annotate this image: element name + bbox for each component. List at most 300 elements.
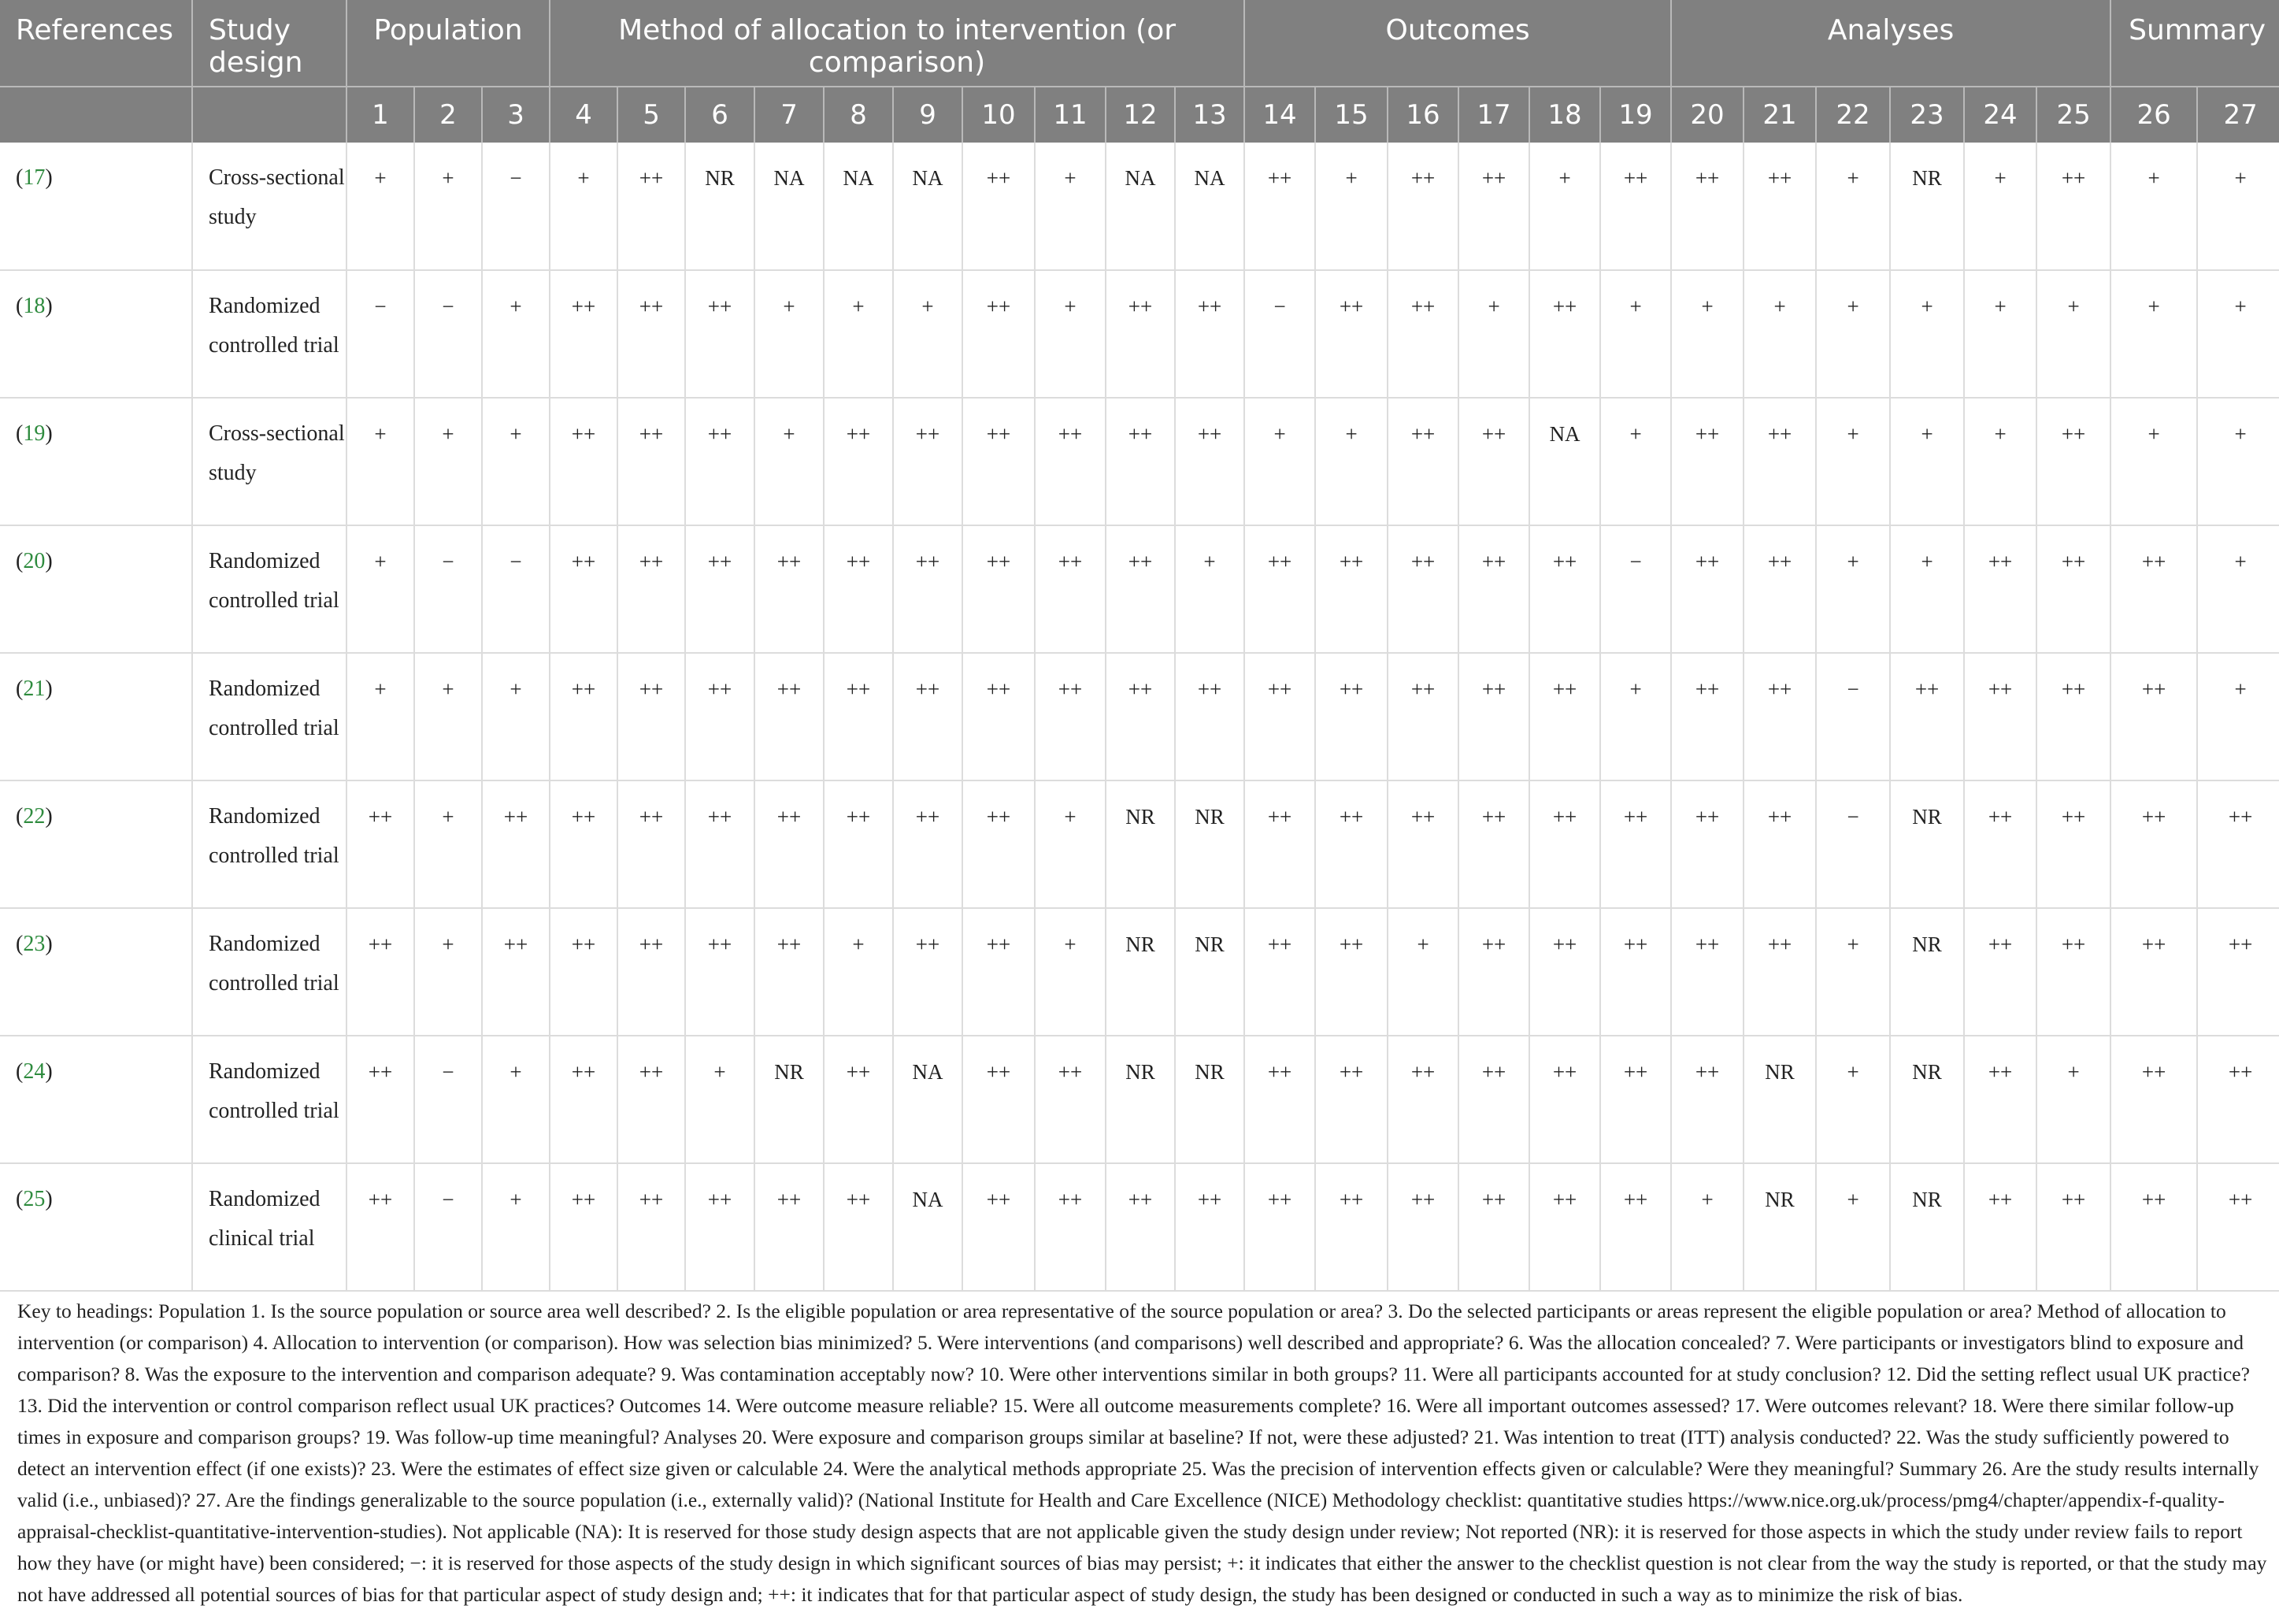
header-item-number: 20 xyxy=(1671,87,1744,143)
rating-cell: ++ xyxy=(550,525,617,653)
rating-cell: ++ xyxy=(1964,780,2036,908)
paren-close: ) xyxy=(45,421,53,446)
header-item-number: 16 xyxy=(1388,87,1458,143)
header-references: References xyxy=(0,0,192,87)
rating-cell: ++ xyxy=(2197,1036,2279,1163)
rating-cell: ++ xyxy=(1964,525,2036,653)
rating-cell: + xyxy=(754,270,824,398)
header-item-number: 1 xyxy=(346,87,414,143)
table-row xyxy=(0,780,2279,908)
paren-close: ) xyxy=(45,932,53,956)
rating-cell: ++ xyxy=(346,908,414,1036)
reference-cell xyxy=(0,908,192,1036)
rating-cell: ++ xyxy=(1529,1036,1600,1163)
rating-cell: ++ xyxy=(824,780,893,908)
rating-cell: ++ xyxy=(1890,653,1964,780)
rating-cell: NR xyxy=(1890,1036,1964,1163)
table-row xyxy=(0,143,2279,270)
rating-cell: + xyxy=(1890,270,1964,398)
rating-cell: ++ xyxy=(1175,398,1244,525)
rating-cell: ++ xyxy=(1315,270,1388,398)
rating-cell: + xyxy=(1315,143,1388,270)
table-row xyxy=(0,908,2279,1036)
rating-cell: − xyxy=(414,1036,482,1163)
rating-cell: − xyxy=(414,1163,482,1291)
rating-cell: ++ xyxy=(1600,1163,1671,1291)
rating-cell: ++ xyxy=(685,1163,754,1291)
rating-cell: + xyxy=(824,908,893,1036)
rating-cell: + xyxy=(1388,908,1458,1036)
header-analyses: Analyses xyxy=(1671,0,2110,87)
header-item-number: 18 xyxy=(1529,87,1600,143)
paren-open: ( xyxy=(16,549,24,573)
rating-cell: ++ xyxy=(1458,1036,1529,1163)
rating-cell: ++ xyxy=(1600,1036,1671,1163)
rating-cell: ++ xyxy=(1671,398,1744,525)
rating-cell: + xyxy=(1816,1163,1890,1291)
rating-cell: ++ xyxy=(1244,143,1315,270)
reference-cell xyxy=(0,780,192,908)
rating-cell: ++ xyxy=(1106,398,1175,525)
rating-cell: ++ xyxy=(617,780,685,908)
header-item-number: 6 xyxy=(685,87,754,143)
table-row xyxy=(0,653,2279,780)
rating-cell: + xyxy=(2110,143,2197,270)
rating-cell: ++ xyxy=(962,780,1035,908)
rating-cell: + xyxy=(1458,270,1529,398)
rating-cell: + xyxy=(1816,525,1890,653)
paren-open: ( xyxy=(16,1187,24,1211)
reference-cell xyxy=(0,525,192,653)
rating-cell: + xyxy=(482,270,550,398)
rating-cell: ++ xyxy=(1600,143,1671,270)
header-outcomes: Outcomes xyxy=(1244,0,1671,87)
rating-cell: ++ xyxy=(824,1163,893,1291)
rating-cell: ++ xyxy=(893,653,962,780)
rating-cell: ++ xyxy=(550,908,617,1036)
rating-cell: ++ xyxy=(1106,1163,1175,1291)
rating-cell: + xyxy=(1600,270,1671,398)
rating-cell: ++ xyxy=(2036,143,2110,270)
rating-cell: + xyxy=(1671,270,1744,398)
table-row xyxy=(0,525,2279,653)
header-item-number: 8 xyxy=(824,87,893,143)
rating-cell: + xyxy=(1244,398,1315,525)
rating-cell: ++ xyxy=(685,780,754,908)
rating-cell: − xyxy=(482,143,550,270)
rating-cell: ++ xyxy=(754,1163,824,1291)
header-method-of-allocation: Method of allocation to intervention (or comparison) xyxy=(550,0,1244,87)
rating-cell: NA xyxy=(893,1036,962,1163)
rating-cell: ++ xyxy=(1315,653,1388,780)
rating-cell: + xyxy=(1035,143,1106,270)
rating-cell: + xyxy=(346,398,414,525)
rating-cell: ++ xyxy=(1964,653,2036,780)
reference-link[interactable]: 18 xyxy=(23,294,46,318)
rating-cell: ++ xyxy=(1458,1163,1529,1291)
rating-cell: + xyxy=(414,653,482,780)
rating-cell: + xyxy=(1964,143,2036,270)
rating-cell: ++ xyxy=(1388,780,1458,908)
rating-cell: ++ xyxy=(1244,1163,1315,1291)
rating-cell: ++ xyxy=(824,398,893,525)
rating-cell: ++ xyxy=(1744,653,1816,780)
header-item-number: 19 xyxy=(1600,87,1671,143)
rating-cell: ++ xyxy=(1458,143,1529,270)
header-population: Population xyxy=(346,0,550,87)
rating-cell: + xyxy=(1744,270,1816,398)
rating-cell: ++ xyxy=(893,780,962,908)
rating-cell: ++ xyxy=(1458,908,1529,1036)
rating-cell: + xyxy=(1529,143,1600,270)
rating-cell: ++ xyxy=(1671,1036,1744,1163)
rating-cell: ++ xyxy=(482,780,550,908)
reference-link[interactable]: 23 xyxy=(23,932,46,956)
rating-cell: + xyxy=(2197,525,2279,653)
rating-cell: ++ xyxy=(893,398,962,525)
rating-cell: ++ xyxy=(962,1036,1035,1163)
rating-cell: ++ xyxy=(962,908,1035,1036)
rating-cell: ++ xyxy=(1744,398,1816,525)
rating-cell: ++ xyxy=(1458,525,1529,653)
rating-cell: ++ xyxy=(1388,270,1458,398)
rating-cell: ++ xyxy=(2197,780,2279,908)
rating-cell: ++ xyxy=(1529,270,1600,398)
rating-cell: ++ xyxy=(1035,653,1106,780)
header-row-numbers xyxy=(0,87,2279,143)
rating-cell: ++ xyxy=(346,1163,414,1291)
rating-cell: + xyxy=(550,143,617,270)
reference-cell xyxy=(0,143,192,270)
rating-cell: ++ xyxy=(2110,780,2197,908)
paren-close: ) xyxy=(45,677,53,701)
header-summary: Summary xyxy=(2110,0,2279,87)
rating-cell: − xyxy=(346,270,414,398)
rating-cell: ++ xyxy=(2197,1163,2279,1291)
reference-link[interactable]: 20 xyxy=(23,549,46,573)
header-blank-cell xyxy=(0,87,192,143)
rating-cell: ++ xyxy=(1315,525,1388,653)
header-row-groups xyxy=(0,0,2279,87)
study-design-cell: Randomized controlled trial xyxy=(192,908,346,1036)
rating-cell: ++ xyxy=(1175,653,1244,780)
rating-cell: ++ xyxy=(1964,1163,2036,1291)
rating-cell: ++ xyxy=(754,780,824,908)
rating-cell: NA xyxy=(1106,143,1175,270)
rating-cell: ++ xyxy=(754,525,824,653)
rating-cell: + xyxy=(414,780,482,908)
rating-cell: + xyxy=(2110,270,2197,398)
rating-cell: ++ xyxy=(2110,525,2197,653)
rating-cell: NR xyxy=(1744,1163,1816,1291)
rating-cell: NA xyxy=(1529,398,1600,525)
paren-open: ( xyxy=(16,165,24,190)
rating-cell: ++ xyxy=(550,1036,617,1163)
rating-cell: ++ xyxy=(346,780,414,908)
header-item-number: 27 xyxy=(2197,87,2279,143)
rating-cell: ++ xyxy=(1744,908,1816,1036)
study-design-cell: Randomized controlled trial xyxy=(192,780,346,908)
paren-close: ) xyxy=(45,549,53,573)
rating-cell: ++ xyxy=(1106,653,1175,780)
paren-open: ( xyxy=(16,804,24,829)
reference-cell xyxy=(0,398,192,525)
header-item-number: 12 xyxy=(1106,87,1175,143)
rating-cell: ++ xyxy=(1744,143,1816,270)
rating-cell: ++ xyxy=(1244,525,1315,653)
rating-cell: ++ xyxy=(1035,1036,1106,1163)
rating-cell: + xyxy=(1890,398,1964,525)
rating-cell: + xyxy=(2197,653,2279,780)
rating-cell: + xyxy=(2036,270,2110,398)
header-blank-cell xyxy=(192,87,346,143)
rating-cell: ++ xyxy=(1529,1163,1600,1291)
paren-open: ( xyxy=(16,1059,24,1084)
rating-cell: ++ xyxy=(617,908,685,1036)
rating-cell: ++ xyxy=(1388,398,1458,525)
rating-cell: ++ xyxy=(1529,525,1600,653)
rating-cell: ++ xyxy=(550,270,617,398)
rating-cell: ++ xyxy=(1671,908,1744,1036)
paren-close: ) xyxy=(45,1059,53,1084)
rating-cell: + xyxy=(1890,525,1964,653)
rating-cell: + xyxy=(2110,398,2197,525)
rating-cell: + xyxy=(1964,270,2036,398)
rating-cell: ++ xyxy=(824,525,893,653)
rating-cell: ++ xyxy=(1671,653,1744,780)
rating-cell: ++ xyxy=(1964,908,2036,1036)
rating-cell: − xyxy=(1600,525,1671,653)
rating-cell: NR xyxy=(1890,908,1964,1036)
rating-cell: + xyxy=(2036,1036,2110,1163)
rating-cell: ++ xyxy=(482,908,550,1036)
rating-cell: ++ xyxy=(1315,908,1388,1036)
rating-cell: + xyxy=(754,398,824,525)
rating-cell: ++ xyxy=(1964,1036,2036,1163)
rating-cell: + xyxy=(482,398,550,525)
rating-cell: + xyxy=(414,908,482,1036)
rating-cell: NA xyxy=(1175,143,1244,270)
rating-cell: + xyxy=(1315,398,1388,525)
rating-cell: − xyxy=(1816,653,1890,780)
rating-cell: ++ xyxy=(346,1036,414,1163)
table-body xyxy=(0,143,2279,1291)
rating-cell: ++ xyxy=(2110,1163,2197,1291)
rating-cell: ++ xyxy=(2110,653,2197,780)
reference-cell xyxy=(0,1163,192,1291)
rating-cell: + xyxy=(1964,398,2036,525)
rating-cell: NA xyxy=(824,143,893,270)
rating-cell: ++ xyxy=(2110,1036,2197,1163)
rating-cell: + xyxy=(1035,908,1106,1036)
rating-cell: + xyxy=(1816,270,1890,398)
header-item-number: 17 xyxy=(1458,87,1529,143)
rating-cell: + xyxy=(893,270,962,398)
paren-close: ) xyxy=(45,294,53,318)
rating-cell: + xyxy=(1035,780,1106,908)
rating-cell: ++ xyxy=(1315,1036,1388,1163)
rating-cell: ++ xyxy=(1315,1163,1388,1291)
study-design-cell: Cross-sectional study xyxy=(192,143,346,270)
table-row xyxy=(0,1036,2279,1163)
rating-cell: + xyxy=(482,1163,550,1291)
rating-cell: ++ xyxy=(893,525,962,653)
rating-cell: ++ xyxy=(617,398,685,525)
rating-cell: ++ xyxy=(962,143,1035,270)
rating-cell: + xyxy=(1816,1036,1890,1163)
paren-open: ( xyxy=(16,294,24,318)
rating-cell: + xyxy=(1600,398,1671,525)
rating-cell: ++ xyxy=(1458,653,1529,780)
study-design-cell: Randomized clinical trial xyxy=(192,1163,346,1291)
rating-cell: + xyxy=(1816,908,1890,1036)
rating-cell: + xyxy=(1816,143,1890,270)
rating-cell: NR xyxy=(685,143,754,270)
rating-cell: NR xyxy=(1890,1163,1964,1291)
rating-cell: − xyxy=(414,270,482,398)
rating-cell: ++ xyxy=(685,270,754,398)
table-row xyxy=(0,398,2279,525)
rating-cell: ++ xyxy=(2036,908,2110,1036)
table-row xyxy=(0,1163,2279,1291)
rating-cell: ++ xyxy=(962,270,1035,398)
rating-cell: ++ xyxy=(1106,525,1175,653)
rating-cell: + xyxy=(1671,1163,1744,1291)
study-design-cell: Randomized controlled trial xyxy=(192,653,346,780)
paren-close: ) xyxy=(45,165,53,190)
rating-cell: ++ xyxy=(824,1036,893,1163)
rating-cell: + xyxy=(2197,143,2279,270)
rating-cell: + xyxy=(2197,270,2279,398)
reference-cell xyxy=(0,653,192,780)
header-item-number: 9 xyxy=(893,87,962,143)
rating-cell: ++ xyxy=(617,270,685,398)
rating-cell: ++ xyxy=(1671,780,1744,908)
reference-link[interactable]: 25 xyxy=(23,1187,46,1211)
rating-cell: NR xyxy=(1744,1036,1816,1163)
header-item-number: 25 xyxy=(2036,87,2110,143)
header-item-number: 13 xyxy=(1175,87,1244,143)
rating-cell: ++ xyxy=(685,398,754,525)
rating-cell: NA xyxy=(893,1163,962,1291)
rating-cell: ++ xyxy=(617,143,685,270)
rating-cell: ++ xyxy=(1388,653,1458,780)
reference-link[interactable]: 22 xyxy=(23,804,46,829)
rating-cell: ++ xyxy=(1458,398,1529,525)
rating-cell: + xyxy=(824,270,893,398)
rating-cell: ++ xyxy=(1671,525,1744,653)
rating-cell: + xyxy=(414,143,482,270)
study-design-cell: Randomized controlled trial xyxy=(192,1036,346,1163)
rating-cell: ++ xyxy=(2036,1163,2110,1291)
rating-cell: ++ xyxy=(1388,525,1458,653)
rating-cell: ++ xyxy=(1600,780,1671,908)
rating-cell: ++ xyxy=(1600,908,1671,1036)
paren-close: ) xyxy=(45,1187,53,1211)
reference-cell xyxy=(0,270,192,398)
rating-cell: NR xyxy=(754,1036,824,1163)
rating-cell: NR xyxy=(1175,1036,1244,1163)
rating-cell: ++ xyxy=(1244,908,1315,1036)
rating-cell: ++ xyxy=(2036,780,2110,908)
rating-cell: ++ xyxy=(893,908,962,1036)
reference-link[interactable]: 17 xyxy=(23,165,46,190)
header-item-number: 26 xyxy=(2110,87,2197,143)
rating-cell: + xyxy=(346,525,414,653)
rating-cell: + xyxy=(1035,270,1106,398)
rating-cell: ++ xyxy=(1244,780,1315,908)
paren-open: ( xyxy=(16,421,24,446)
rating-cell: ++ xyxy=(2036,398,2110,525)
rating-cell: ++ xyxy=(685,653,754,780)
rating-cell: ++ xyxy=(1315,780,1388,908)
rating-cell: ++ xyxy=(1458,780,1529,908)
study-design-cell: Randomized controlled trial xyxy=(192,525,346,653)
rating-cell: + xyxy=(346,143,414,270)
rating-cell: + xyxy=(685,1036,754,1163)
reference-link[interactable]: 24 xyxy=(23,1059,46,1084)
rating-cell: ++ xyxy=(1035,1163,1106,1291)
rating-cell: NR xyxy=(1890,780,1964,908)
rating-cell: ++ xyxy=(1388,1163,1458,1291)
paren-open: ( xyxy=(16,677,24,701)
study-design-cell: Cross-sectional study xyxy=(192,398,346,525)
rating-cell: NR xyxy=(1106,1036,1175,1163)
rating-cell: ++ xyxy=(550,653,617,780)
rating-cell: − xyxy=(482,525,550,653)
rating-cell: + xyxy=(482,1036,550,1163)
rating-cell: ++ xyxy=(1035,525,1106,653)
rating-cell: ++ xyxy=(962,1163,1035,1291)
study-design-cell: Randomized controlled trial xyxy=(192,270,346,398)
header-item-number: 23 xyxy=(1890,87,1964,143)
rating-cell: − xyxy=(1816,780,1890,908)
header-study-design: Study design xyxy=(192,0,346,87)
header-item-number: 3 xyxy=(482,87,550,143)
header-item-number: 10 xyxy=(962,87,1035,143)
header-item-number: 4 xyxy=(550,87,617,143)
rating-cell: ++ xyxy=(1671,143,1744,270)
header-item-number: 15 xyxy=(1315,87,1388,143)
rating-cell: + xyxy=(346,653,414,780)
header-item-number: 5 xyxy=(617,87,685,143)
rating-cell: ++ xyxy=(685,908,754,1036)
rating-cell: NA xyxy=(893,143,962,270)
header-item-number: 22 xyxy=(1816,87,1890,143)
reference-link[interactable]: 21 xyxy=(23,677,46,701)
rating-cell: ++ xyxy=(550,398,617,525)
rating-cell: ++ xyxy=(617,1036,685,1163)
rating-cell: ++ xyxy=(1175,270,1244,398)
rating-cell: NR xyxy=(1175,908,1244,1036)
rating-cell: ++ xyxy=(1529,780,1600,908)
rating-cell: + xyxy=(1816,398,1890,525)
reference-link[interactable]: 19 xyxy=(23,421,46,446)
rating-cell: ++ xyxy=(617,525,685,653)
rating-cell: ++ xyxy=(1106,270,1175,398)
rating-cell: ++ xyxy=(1175,1163,1244,1291)
header-item-number: 7 xyxy=(754,87,824,143)
header-item-number: 24 xyxy=(1964,87,2036,143)
rating-cell: ++ xyxy=(754,653,824,780)
rating-cell: ++ xyxy=(1388,1036,1458,1163)
rating-cell: + xyxy=(414,398,482,525)
rating-cell: ++ xyxy=(824,653,893,780)
rating-cell: NR xyxy=(1106,908,1175,1036)
rating-cell: NA xyxy=(754,143,824,270)
rating-cell: ++ xyxy=(1035,398,1106,525)
rating-cell: ++ xyxy=(1388,143,1458,270)
